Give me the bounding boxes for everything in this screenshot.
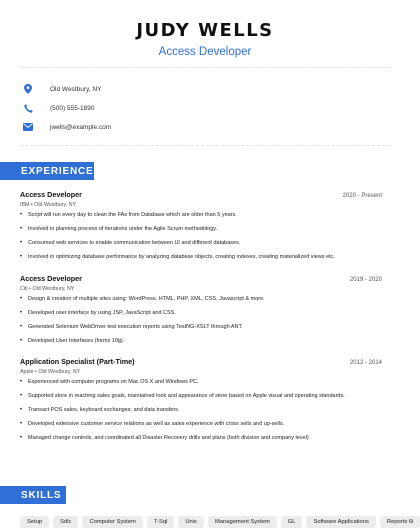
skill-tag: GL — [281, 516, 303, 528]
bullet-icon: • — [20, 435, 23, 441]
bullet-text: Managed change controls, and coordinated all Disaster Recovery drills and plans (both division and company level) — [28, 435, 309, 441]
list-item — [20, 407, 382, 414]
job-entry — [20, 274, 382, 352]
bullet-icon: • — [20, 421, 23, 427]
skill-tag: Computer System — [82, 516, 142, 528]
list-item — [20, 379, 382, 386]
bullet-text: Script will run every day to clean the FAs from Database which are older than 5 years. — [28, 212, 237, 218]
list-item — [20, 421, 382, 428]
bullet-text: Supported store in reaching sales goals, maintained look and appearance of store based on Apple visual and operating standards. — [28, 393, 345, 399]
list-item — [20, 226, 382, 233]
bullet-text: Generated Selenium WebDriver test execution reports using TestNG-XSLT through ANT. — [28, 324, 243, 330]
list-item — [20, 324, 382, 331]
contact-divider — [20, 145, 390, 146]
skill-tag: Management System — [208, 516, 277, 528]
contact-phone — [20, 99, 390, 117]
list-item — [20, 254, 382, 261]
experience-section-header: EXPERIENCE — [0, 162, 94, 180]
bullet-icon: • — [20, 226, 23, 232]
bullet-text: Involved in optimizing database performance by analyzing database objects, creating indexes, creating materialized views etc. — [28, 254, 335, 260]
contact-info — [20, 80, 390, 137]
job-company: Apple • Old Westbury, NY — [20, 369, 81, 375]
job-title: Application Specialist (Part-Time) — [20, 357, 135, 366]
map-pin-icon — [22, 83, 34, 95]
job-bullets — [20, 379, 382, 442]
job-date: 2012 - 2014 — [349, 360, 382, 366]
bullet-text: Experienced with computer programs on Mac OS X and Windows PC. — [28, 379, 199, 385]
skills-section-header: SKILLS — [0, 486, 66, 504]
bullet-icon: • — [20, 310, 23, 316]
bullet-text: Developed extensive customer service relations as well as sales experience with cross sells and up-sells. — [28, 421, 285, 427]
list-item — [20, 240, 382, 247]
job-title: Access Developer — [20, 190, 82, 199]
bullet-text: Involved in planning process of iterations under the Agile Scrum methodology. — [28, 226, 218, 232]
list-item — [20, 296, 382, 303]
list-item — [20, 435, 382, 442]
resume-header — [0, 20, 410, 58]
job-bullets — [20, 212, 382, 261]
phone-icon — [22, 102, 34, 114]
skills-list — [20, 516, 420, 528]
job-company: IBM • Old Westbury, NY — [20, 202, 77, 208]
skill-tag: Unix — [178, 516, 204, 528]
job-entry — [20, 357, 382, 449]
job-date: 2020 - Present — [342, 193, 382, 199]
list-item — [20, 338, 382, 345]
job-company: Citi • Old Westbury, NY — [20, 286, 75, 292]
bullet-icon: • — [20, 338, 23, 344]
list-item — [20, 393, 382, 400]
candidate-title: Access Developer — [158, 46, 252, 58]
bullet-icon: • — [20, 212, 23, 218]
job-bullets — [20, 296, 382, 345]
bullet-icon: • — [20, 379, 23, 385]
envelope-icon — [22, 121, 34, 133]
bullet-text: Transact POS sales, keyboard exchanges, and data transfers. — [28, 407, 180, 413]
job-title: Access Developer — [20, 274, 82, 283]
contact-location — [20, 80, 390, 98]
bullet-text: Consumed web services to enable communication between UI and different databases. — [28, 240, 241, 246]
skill-tag: Setup — [20, 516, 49, 528]
job-date: 2019 - 2020 — [349, 277, 382, 283]
bullet-icon: • — [20, 407, 23, 413]
bullet-text: Developed user interface by using JSP, JavaScript and CSS. — [28, 310, 176, 316]
skill-tag: Software Applications — [306, 516, 375, 528]
email-text[interactable]: jwells@example.com — [50, 123, 112, 131]
list-item — [20, 212, 382, 219]
location-text: Old Westbury, NY — [50, 85, 102, 93]
bullet-icon: • — [20, 393, 23, 399]
job-entry — [20, 190, 382, 268]
bullet-text: Design & creation of multiple sites using: WordPress, HTML, PHP, XML, CSS, Javascript & more. — [28, 296, 265, 302]
bullet-icon: • — [20, 254, 23, 260]
bullet-icon: • — [20, 296, 23, 302]
skill-tag: T-Sql — [147, 516, 175, 528]
skill-tag: Sdlc — [53, 516, 78, 528]
list-item — [20, 310, 382, 317]
phone-text: (500) 555-1890 — [50, 104, 95, 112]
skill-tag: Reports 6i — [380, 516, 420, 528]
bullet-icon: • — [20, 324, 23, 330]
bullet-text: Developed User Interfaces (forms 10g). — [28, 338, 125, 344]
candidate-name: JUDY WELLS — [136, 20, 274, 41]
bullet-icon: • — [20, 240, 23, 246]
header-divider — [20, 67, 390, 68]
contact-email — [20, 118, 390, 136]
